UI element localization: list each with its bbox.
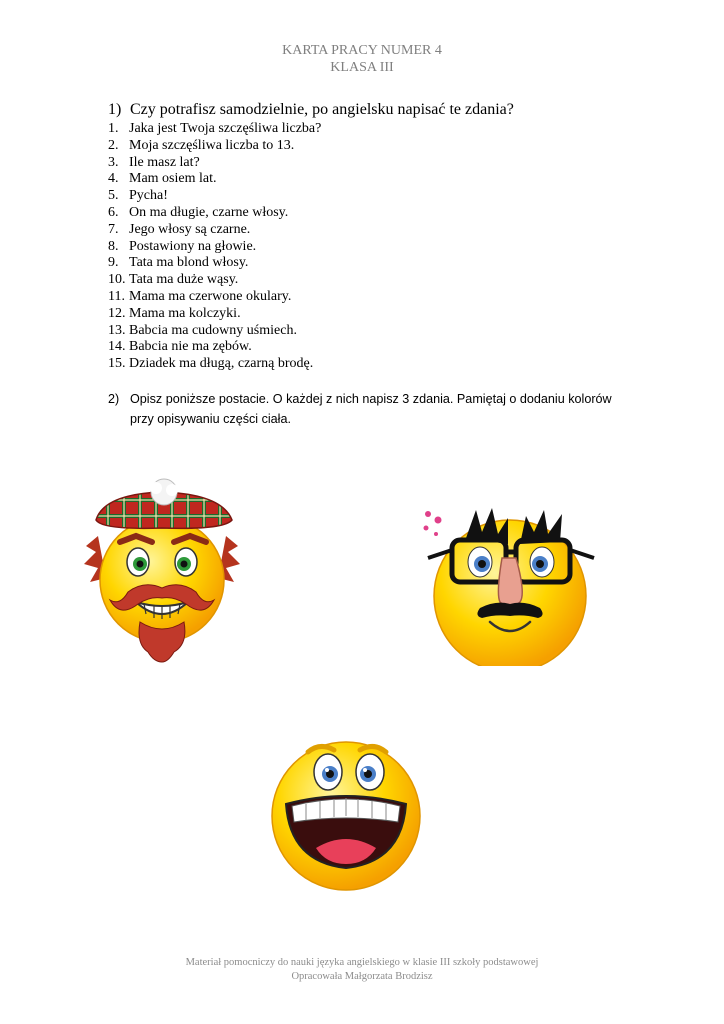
item-number: 14.: [108, 339, 126, 355]
list-item: [108, 356, 321, 373]
item-number: 5.: [108, 188, 119, 204]
footer-line-2: Opracowała Małgorzata Brodzisz: [291, 971, 433, 982]
item-number: 11.: [108, 288, 125, 304]
class-label: KLASA III: [330, 60, 394, 75]
item-number: 10.: [108, 272, 126, 288]
list-item: [108, 272, 321, 289]
list-item: [108, 138, 321, 155]
question-2-text: Opisz poniższe postacie. O każdej z nich napisz 3 zdania. Pamiętaj o dodaniu kolorów: [130, 392, 612, 406]
item-text: Mama ma kolczyki.: [129, 305, 241, 321]
list-item: [108, 306, 321, 323]
item-number: 8.: [108, 238, 119, 254]
footer-line-1: Materiał pomocniczy do nauki języka angielskiego w klasie III szkoły podstawowej: [185, 957, 539, 968]
item-number: 7.: [108, 221, 119, 237]
item-number: 4.: [108, 171, 119, 187]
scottish-bearded-smiley-image: [84, 476, 240, 664]
list-item: [108, 121, 321, 138]
worksheet-title: KARTA PRACY NUMER 4: [282, 43, 442, 58]
item-text: On ma długie, czarne włosy.: [129, 204, 289, 220]
page-footer: [0, 956, 724, 984]
item-number: 2.: [108, 137, 119, 153]
item-text: Moja szczęśliwa liczba to 13.: [129, 137, 295, 153]
question-2-number: 2): [108, 392, 120, 406]
list-item: [108, 155, 321, 172]
item-number: 6.: [108, 204, 119, 220]
item-number: 3.: [108, 154, 119, 170]
item-text: Tata ma blond włosy.: [129, 255, 249, 271]
list-item: [108, 205, 321, 222]
question-1: [108, 100, 514, 120]
list-item: [108, 188, 321, 205]
question-2-text-continued: przy opisywaniu części ciała.: [130, 412, 291, 426]
page-header: [0, 42, 724, 76]
list-item: [108, 289, 321, 306]
item-text: Pycha!: [129, 188, 168, 204]
question-1-text: Czy potrafisz samodzielnie, po angielsku napisać te zdania?: [130, 101, 514, 118]
item-text: Jego włosy są czarne.: [129, 221, 251, 237]
list-item: [108, 171, 321, 188]
list-item: [108, 323, 321, 340]
laughing-smiley-image: [266, 730, 426, 892]
list-item: [108, 255, 321, 272]
item-text: Ile masz lat?: [129, 154, 200, 170]
list-item: [108, 239, 321, 256]
question-1-number: 1): [108, 101, 122, 118]
sentence-list: [108, 121, 321, 373]
item-text: Babcia ma cudowny uśmiech.: [129, 322, 297, 338]
item-number: 13.: [108, 322, 126, 338]
list-item: [108, 339, 321, 356]
item-text: Dziadek ma długą, czarną brodę.: [129, 356, 314, 372]
item-text: Jaka jest Twoja szczęśliwa liczba?: [129, 121, 322, 136]
item-text: Postawiony na głowie.: [129, 238, 257, 254]
item-number: 12.: [108, 305, 126, 321]
item-number: 9.: [108, 255, 119, 271]
item-text: Mama ma czerwone okulary.: [129, 288, 292, 304]
item-text: Mam osiem lat.: [129, 171, 217, 187]
item-number: 1.: [108, 121, 119, 136]
item-number: 15.: [108, 356, 126, 372]
item-text: Babcia nie ma zębów.: [129, 339, 252, 355]
question-2: [108, 389, 668, 429]
disguise-glasses-smiley-image: [416, 504, 602, 666]
list-item: [108, 222, 321, 239]
item-text: Tata ma duże wąsy.: [129, 272, 239, 288]
